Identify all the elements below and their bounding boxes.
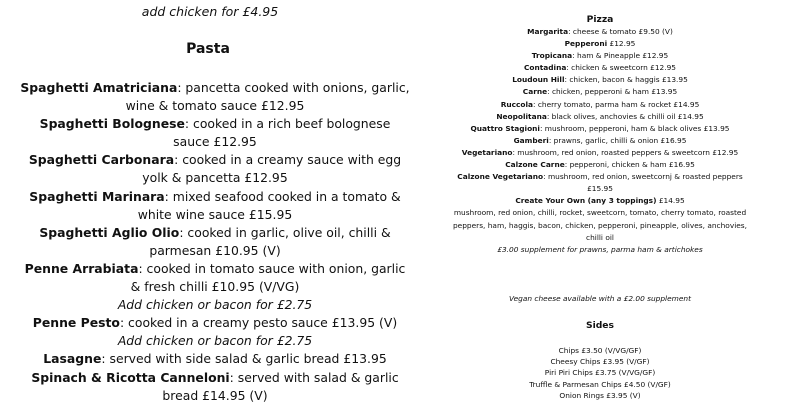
pizza-item-description: : chicken & sweetcorn £12.95 (566, 63, 677, 73)
pizza-item-description: £14.95 (656, 196, 685, 206)
pasta-item-name: Spaghetti Aglio Olio (39, 224, 180, 240)
pizza-item-description: : chicken, pepperoni & ham £13.95 (547, 87, 678, 97)
pizza-item-name: Vegetariano (461, 147, 513, 157)
pizza-toppings-list: mushroom, red onion, chilli, rocket, sweetcorn, tomato, cherry tomato, roasted peppers, ham, haggis, bacon, chicken, pepperoni, pineapple, olives, anchovies, chilli oil (452, 208, 747, 242)
pasta-item-description: : served with salad & garlic bread £14.95 (V) (162, 369, 399, 403)
pasta-addon-note: Add chicken or bacon for £2.75 (117, 333, 313, 349)
pasta-item-name: Spaghetti Bolognese (39, 116, 185, 132)
sides-section-title: Sides (585, 320, 615, 331)
pasta-menu-item (20, 314, 410, 332)
pizza-menu-item (448, 123, 752, 135)
pizza-menu-item (448, 135, 752, 147)
pizza-item-name: Gamberi (513, 135, 549, 145)
pizza-menu-item (448, 159, 752, 171)
add-chicken-note: add chicken for £4.95 (141, 4, 279, 19)
pasta-menu-item (20, 188, 410, 224)
pasta-item-description: : pancetta cooked with onions, garlic, wine & tomato sauce £12.95 (125, 80, 410, 114)
pizza-section-title: Pizza (586, 14, 614, 25)
pasta-addon-note: Add chicken or bacon for £2.75 (117, 297, 313, 313)
sides-item-list (448, 345, 752, 401)
pasta-menu-item (20, 224, 410, 260)
pasta-item-description: : cooked in garlic, olive oil, chilli & parmesan £10.95 (V) (149, 224, 391, 258)
pasta-menu-item (20, 260, 410, 296)
pasta-menu-item (20, 151, 410, 187)
pasta-item-name: Penne Pesto (32, 315, 120, 331)
pasta-item-name: Penne Arrabiata (24, 260, 139, 276)
pizza-item-description: : mushroom, pepperoni, ham & black olives £13.95 (539, 123, 730, 133)
pizza-item-description: : mushroom, red onion, sweetcornj & roasted peppers £15.95 (543, 172, 743, 194)
pizza-item-description: £12.95 (607, 39, 636, 49)
side-menu-item: Chips £3.50 (V/VG/GF) (558, 346, 642, 355)
side-menu-item: Cheesy Chips £3.95 (V/GF) (550, 357, 650, 367)
pizza-item-name: Quattro Stagioni (470, 123, 540, 133)
pasta-menu-item (20, 350, 410, 368)
pizza-menu-item (448, 62, 752, 74)
pizza-menu-item (448, 99, 752, 111)
pizza-item-name: Contadina (523, 63, 567, 73)
pizza-item-description: : chicken, bacon & haggis £13.95 (564, 75, 688, 85)
pizza-item-name: Calzone Vegetariano (457, 172, 544, 182)
pizza-item-description: : mushroom, red onion, roasted peppers & sweetcorn £12.95 (512, 147, 739, 157)
pizza-item-name: Carne (522, 87, 548, 97)
pasta-item-description: : mixed seafood cooked in a tomato & white wine sauce £15.95 (137, 188, 401, 222)
pasta-item-list (20, 79, 410, 405)
pizza-supplement-note: £3.00 supplement for prawns, parma ham & artichokes (497, 244, 703, 254)
pizza-menu-item (448, 26, 752, 38)
pizza-menu-item (448, 38, 752, 50)
side-menu-item: Piri Piri Chips £3.75 (V/VG/GF) (544, 368, 656, 378)
pasta-item-name: Spaghetti Marinara (29, 188, 165, 204)
pasta-item-description: : cooked in a creamy sauce with egg yolk & pancetta £12.95 (142, 152, 402, 186)
pasta-section-title: Pasta (186, 41, 230, 57)
pizza-menu-item (448, 147, 752, 159)
pizza-item-name: Neopolitana (496, 111, 547, 121)
pizza-item-description: : prawns, garlic, chilli & onion £16.95 (548, 135, 687, 145)
pizza-menu-item (448, 171, 752, 195)
pasta-item-name: Lasagne (43, 351, 102, 367)
pizza-item-name: Create Your Own (any 3 toppings) (515, 196, 657, 206)
pizza-item-name: Tropicana (531, 51, 573, 61)
pizza-item-description: : ham & Pineapple £12.95 (572, 51, 669, 61)
pasta-menu-item (20, 115, 410, 151)
pasta-menu-item (20, 79, 410, 115)
side-menu-item: Truffle & Parmesan Chips £4.50 (V/GF) (529, 379, 671, 389)
pizza-menu-item (448, 50, 752, 62)
pizza-page (448, 0, 752, 400)
pizza-menu-item (448, 86, 752, 98)
pizza-menu-item (448, 111, 752, 123)
pizza-item-name: Loudoun Hill (512, 75, 565, 85)
pasta-item-name: Spaghetti Amatriciana (20, 80, 178, 95)
vegan-cheese-note: Vegan cheese available with a £2.00 supplement (509, 294, 691, 303)
side-menu-item: Onion Rings £3.95 (V) (559, 390, 641, 400)
pizza-item-name: Calzone Carne (505, 160, 565, 170)
pasta-item-description: : cooked in a rich beef bolognese sauce £12.95 (173, 116, 391, 150)
pasta-item-name: Spaghetti Carbonara (28, 152, 175, 168)
pasta-item-name: Spinach & Ricotta Canneloni (31, 369, 230, 385)
pizza-item-list (448, 26, 752, 256)
pasta-item-description: : cooked in tomato sauce with onion, garlic & fresh chilli £10.95 (V/VG) (130, 260, 406, 295)
pizza-item-description: : pepperoni, chicken & ham £16.95 (564, 160, 695, 170)
pizza-item-description: : cherry tomato, parma ham & rocket £14.95 (533, 99, 700, 109)
pasta-menu-item (20, 369, 410, 405)
pizza-item-description: : black olives, anchovies & chilli oil £14.95 (546, 111, 704, 121)
pizza-item-name: Ruccola (500, 99, 534, 109)
pizza-menu-item (448, 195, 752, 207)
pizza-menu-item (448, 74, 752, 86)
pizza-item-name: Pepperoni (564, 39, 608, 49)
pasta-item-description: : served with side salad & garlic bread £13.95 (101, 351, 387, 367)
pizza-item-name: Margarita (527, 27, 569, 36)
pizza-item-description: : cheese & tomato £9.50 (V) (568, 27, 673, 36)
pasta-item-description: : cooked in a creamy pesto sauce £13.95 (V) (119, 315, 398, 331)
